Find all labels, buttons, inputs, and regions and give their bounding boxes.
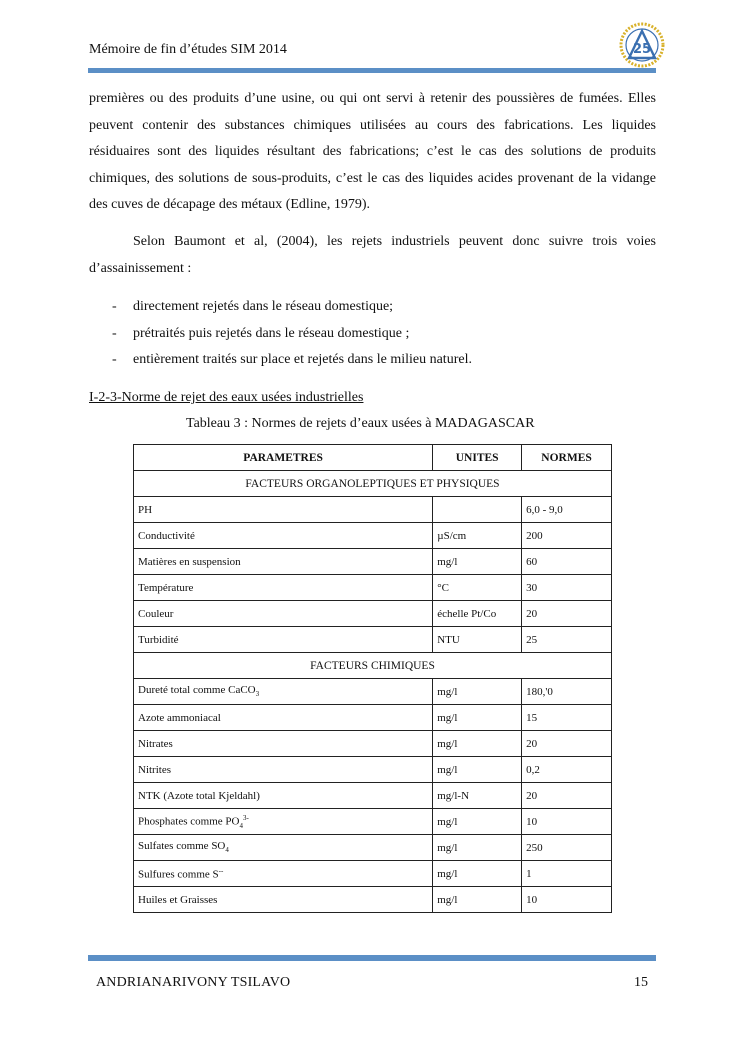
list-item-text: directement rejetés dans le réseau domestique; bbox=[133, 299, 394, 314]
param-cell bbox=[134, 835, 433, 861]
bullet-list bbox=[89, 294, 656, 374]
paragraph-2: Selon Baumont et al, (2004), les rejets industriels peuvent donc suivre trois voies d’assainissement : bbox=[89, 234, 656, 276]
unit-cell: mg/l bbox=[433, 887, 522, 913]
group-label: FACTEURS CHIMIQUES bbox=[134, 653, 612, 679]
list-item bbox=[89, 321, 656, 348]
bullet-marker: - bbox=[112, 325, 117, 341]
table-row bbox=[134, 627, 612, 653]
param-cell: Huiles et Graisses bbox=[134, 887, 433, 913]
table-row bbox=[134, 601, 612, 627]
norm-cell: 10 bbox=[522, 887, 612, 913]
norms-table bbox=[133, 444, 612, 913]
svg-text:25: 25 bbox=[632, 42, 652, 57]
table-row bbox=[134, 835, 612, 861]
unit-cell: mg/l bbox=[433, 809, 522, 835]
paragraph-1: premières ou des produits d’une usine, ou qui ont servi à retenir des poussières de fumées. Elles peuvent contenir des substances chimiques utilisées au cours des fabrications. Les liquides résiduaires sont des liquides résultant des fabrications; c’est le cas des solutions de produits chimiques, des solutions de sous-produits, c’est le cas des liquides acides provenant de la vidange des cuves de décapage des métaux (Edline, 1979). bbox=[89, 91, 656, 212]
norm-cell: 200 bbox=[522, 523, 612, 549]
unit-cell: NTU bbox=[433, 627, 522, 653]
group-label: FACTEURS ORGANOLEPTIQUES ET PHYSIQUES bbox=[134, 471, 612, 497]
param-cell bbox=[134, 809, 433, 835]
param-cell: Couleur bbox=[134, 601, 433, 627]
norm-cell: 6,0 - 9,0 bbox=[522, 497, 612, 523]
param-cell: Conductivité bbox=[134, 523, 433, 549]
table-group-row bbox=[134, 471, 612, 497]
page-number: 15 bbox=[634, 975, 648, 990]
norm-cell: 60 bbox=[522, 549, 612, 575]
unit-cell: mg/l bbox=[433, 549, 522, 575]
bullet-marker: - bbox=[112, 299, 117, 314]
list-item bbox=[89, 294, 656, 321]
param-cell: Azote ammoniacal bbox=[134, 705, 433, 731]
norm-cell: 15 bbox=[522, 705, 612, 731]
table-row bbox=[134, 549, 612, 575]
param-text: Dureté total comme CaCO bbox=[138, 684, 256, 697]
param-subscript: 4 bbox=[225, 846, 229, 855]
param-cell bbox=[134, 679, 433, 705]
unit-cell: mg/l bbox=[433, 731, 522, 757]
unit-cell: µS/cm bbox=[433, 523, 522, 549]
header-rule bbox=[88, 68, 656, 73]
norm-cell: 1 bbox=[522, 861, 612, 887]
norm-cell: 20 bbox=[522, 601, 612, 627]
table-row bbox=[134, 497, 612, 523]
unit-cell: mg/l bbox=[433, 757, 522, 783]
param-cell: NTK (Azote total Kjeldahl) bbox=[134, 783, 433, 809]
university-logo-icon bbox=[617, 22, 667, 68]
table-row bbox=[134, 783, 612, 809]
param-cell: Turbidité bbox=[134, 627, 433, 653]
norm-cell: 30 bbox=[522, 575, 612, 601]
norm-cell: 20 bbox=[522, 731, 612, 757]
param-cell bbox=[134, 861, 433, 887]
table-row bbox=[134, 679, 612, 705]
list-item-text: entièrement traités sur place et rejetés dans le milieu naturel. bbox=[133, 352, 472, 367]
param-superscript: -- bbox=[218, 866, 224, 875]
unit-cell: mg/l bbox=[433, 861, 522, 887]
param-text: Sulfates comme SO bbox=[138, 840, 226, 853]
param-cell: Matières en suspension bbox=[134, 549, 433, 575]
footer-rule bbox=[88, 955, 656, 961]
param-subscript: 3 bbox=[255, 690, 260, 699]
unit-cell: mg/l bbox=[433, 705, 522, 731]
header-title: Mémoire de fin d’études SIM 2014 bbox=[89, 42, 287, 57]
table-row bbox=[134, 861, 612, 887]
norm-cell: 10 bbox=[522, 809, 612, 835]
table-group-row bbox=[134, 653, 612, 679]
norm-cell: 180,'0 bbox=[522, 679, 612, 705]
section-heading: I-2-3-Norme de rejet des eaux usées industrielles bbox=[89, 390, 364, 405]
unit-cell: mg/l bbox=[433, 679, 522, 705]
table-row bbox=[134, 887, 612, 913]
unit-cell: échelle Pt/Co bbox=[433, 601, 522, 627]
table-row bbox=[134, 731, 612, 757]
table-caption: Tableau 3 : Normes de rejets d’eaux usées à MADAGASCAR bbox=[186, 416, 535, 431]
table-row bbox=[134, 523, 612, 549]
footer-author: ANDRIANARIVONY TSILAVO bbox=[96, 975, 291, 990]
unit-cell: °C bbox=[433, 575, 522, 601]
norm-cell: 250 bbox=[522, 835, 612, 861]
param-cell: PH bbox=[134, 497, 433, 523]
norm-cell: 20 bbox=[522, 783, 612, 809]
table-row bbox=[134, 705, 612, 731]
param-subscript: 4 bbox=[239, 821, 243, 830]
header-parametres: PARAMETRES bbox=[134, 445, 433, 471]
unit-cell bbox=[433, 497, 522, 523]
unit-cell: mg/l-N bbox=[433, 783, 522, 809]
bullet-marker: - bbox=[112, 352, 117, 367]
param-cell: Température bbox=[134, 575, 433, 601]
unit-cell: mg/l bbox=[433, 835, 522, 861]
param-text: Phosphates comme PO bbox=[138, 815, 240, 828]
param-cell: Nitrites bbox=[134, 757, 433, 783]
header-unites: UNITES bbox=[433, 445, 522, 471]
param-text: Sulfures comme S bbox=[138, 868, 219, 881]
header-normes: NORMES bbox=[522, 445, 612, 471]
param-cell: Nitrates bbox=[134, 731, 433, 757]
table-row bbox=[134, 575, 612, 601]
norm-cell: 25 bbox=[522, 627, 612, 653]
param-superscript: 3- bbox=[242, 813, 249, 822]
list-item-text: prétraités puis rejetés dans le réseau domestique ; bbox=[133, 325, 410, 341]
list-item bbox=[89, 347, 656, 374]
table-header-row bbox=[134, 445, 612, 471]
table-row bbox=[134, 757, 612, 783]
table-row bbox=[134, 809, 612, 835]
norm-cell: 0,2 bbox=[522, 757, 612, 783]
